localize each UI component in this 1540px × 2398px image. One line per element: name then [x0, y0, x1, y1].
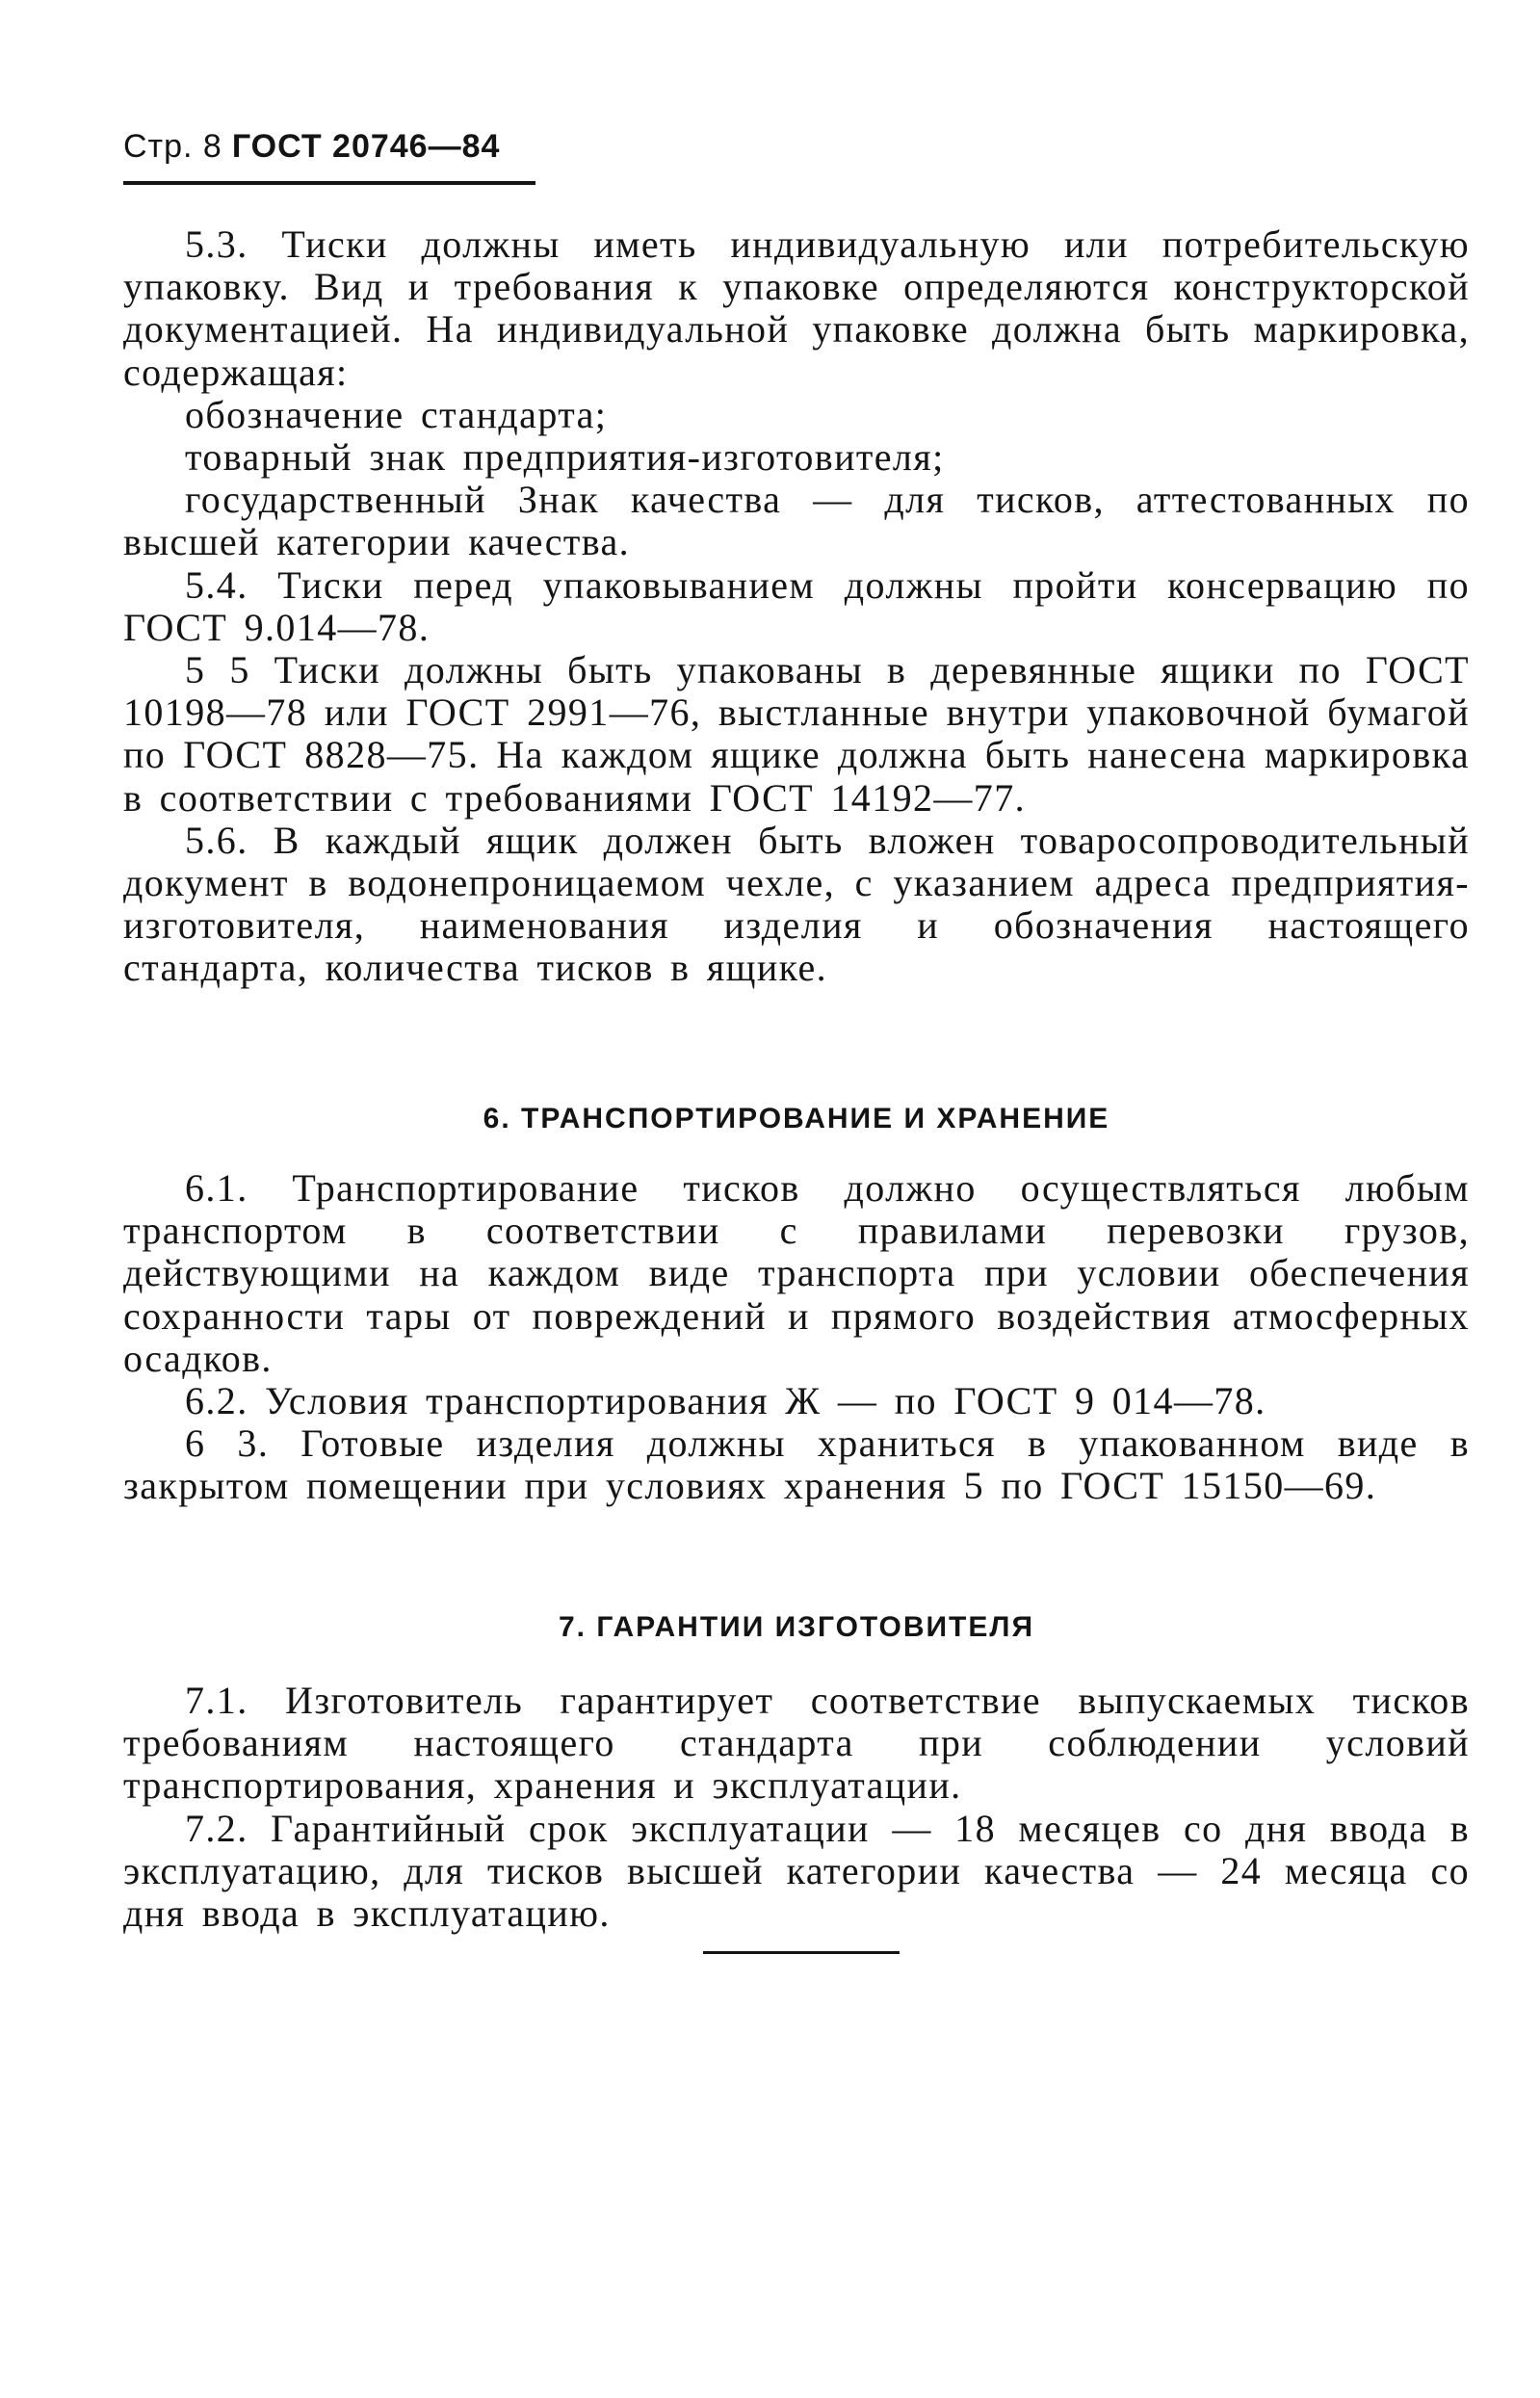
section-6-body	[123, 1167, 1470, 1508]
section-7-title: 7. ГАРАНТИИ ИЗГОТОВИТЕЛЯ	[558, 1611, 1034, 1643]
clause-7-2: 7.2. Гарантийный срок эксплуатации — 18 месяцев со дня ввода в эксплуатацию, для тисков высшей категории качества — 24 месяца со дня ввода в эксплуатацию.	[123, 1806, 1470, 1936]
marking-item-quality-mark: государственный Знак качества — для тисков, аттестованных по высшей категории качества.	[123, 478, 1470, 564]
clause-5-6: 5.6. В каждый ящик должен быть вложен товаросопроводительный документ в водонепроницаемом чехле, с указанием адреса предприятия-изготовителя, наименования изделия и обозначения настоящего стандарта, количества тисков в ящике.	[123, 818, 1470, 990]
marking-item-trademark: товарный знак предприятия-изготовителя;	[185, 435, 945, 480]
header-rule	[123, 181, 535, 185]
running-head	[123, 127, 500, 166]
page-number-label: Стр. 8	[123, 128, 222, 165]
standard-designation: ГОСТ 20746—84	[231, 128, 501, 165]
clause-5-5: 5 5 Тиски должны быть упакованы в деревянные ящики по ГОСТ 10198—78 или ГОСТ 2991—76, выстланные внутри упаковочной бумагой по ГОСТ 8828—75. На каждом ящике должна быть нанесена маркировка в соответствии с требованиями ГОСТ 14192—77.	[123, 648, 1470, 820]
clause-5-3: 5.3. Тиски должны иметь индивидуальную или потребительскую упаковку. Вид и требования к упаковке определяются конструкторской документацией. На индивидуальной упаковке должна быть маркировка, содержащая:	[123, 222, 1470, 394]
marking-item-standard: обозначение стандарта;	[185, 392, 608, 436]
section-5-body	[123, 223, 1470, 990]
clause-6-1: 6.1. Транспортирование тисков должно осуществляться любым транспортом в соответствии с правилами перевозки грузов, действующими на каждом виде транспорта при условии обеспечения сохранности тары от повреждений и прямого воздействия атмосферных осадков.	[123, 1166, 1470, 1380]
clause-6-2: 6.2. Условия транспортирования Ж — по ГОСТ 9 014—78.	[185, 1379, 1266, 1423]
clause-5-4: 5.4. Тиски перед упаковыванием должны пройти консервацию по ГОСТ 9.014—78.	[123, 562, 1470, 649]
clause-6-3: 6 3. Готовые изделия должны храниться в упакованном виде в закрытом помещении при условиях хранения 5 по ГОСТ 15150—69.	[123, 1421, 1470, 1508]
section-6-title: 6. ТРАНСПОРТИРОВАНИЕ И ХРАНЕНИЕ	[483, 1103, 1110, 1134]
end-of-text-rule	[703, 1951, 900, 1954]
clause-7-1: 7.1. Изготовитель гарантирует соответствие выпускаемых тисков требованиям настоящего стандарта при соблюдении условий транспортирования, хранения и эксплуатации.	[123, 1679, 1470, 1808]
section-7-body	[123, 1680, 1470, 1935]
